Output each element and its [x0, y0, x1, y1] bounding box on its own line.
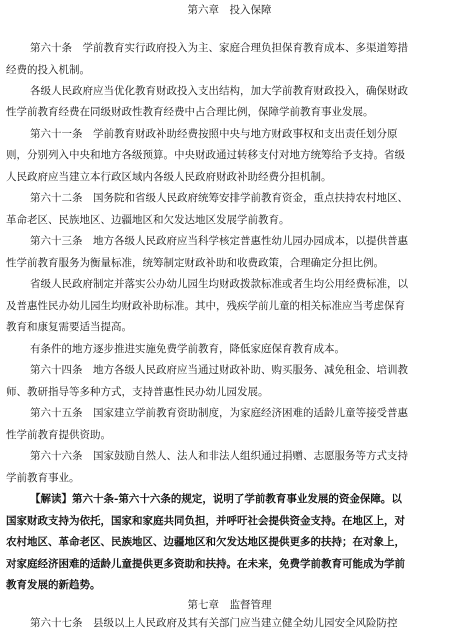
free-education-para: 有条件的地方逐步推进实施免费学前教育，降低家庭保育教育成本。 — [30, 342, 345, 355]
investment-para-line-2: 性学前教育经费在同级财政性教育经费中占合理比例，保障学前教育事业发展。 — [6, 106, 374, 119]
article-61-line-1: 第六十一条 学前教育财政补助经费按照中央与地方财政事权和支出责任划分原 — [30, 127, 398, 140]
public-funding-para-line-1: 省级人民政府制定并落实公办幼儿园生均财政拨款标准或者生均公用经费标准，以 — [30, 278, 408, 291]
article-60-line-2: 经费的投入机制。 — [6, 63, 90, 76]
article-61-line-3: 人民政府应当建立本行政区域内各级人民政府财政补助经费分担机制。 — [6, 170, 332, 183]
investment-para-line-1: 各级人民政府应当优化教育财政投入支出结构，加大学前教育财政投入，确保财政 — [30, 85, 408, 97]
article-61-line-2: 则，分别列入中央和地方各级预算。中央财政通过转移支付对地方统筹给予支持。省级 — [6, 149, 405, 162]
interpretation-line-4: 对家庭经济困难的适龄儿童提供更多资助和扶持。在未来，免费学前教育可能成为学前 — [6, 557, 405, 570]
article-62-line-2: 革命老区、民族地区、边疆地区和欠发达地区发展学前教育。 — [6, 213, 290, 226]
chapter-7-title: 第七章 监督管理 — [187, 599, 272, 611]
article-64-line-2: 师、教研指导等多种方式，支持普惠性民办幼儿园发展。 — [6, 385, 269, 398]
chapter-6-title: 第六章 投入保障 — [187, 4, 272, 16]
article-63-line-1: 第六十三条 地方各级人民政府应当科学核定普惠性幼儿园办园成本，以提供普惠 — [30, 235, 408, 248]
interpretation-line-3: 农村地区、革命老区、民族地区、边疆地区和欠发达地区提供更多的扶持；在对象上， — [6, 536, 405, 548]
article-60-line-1: 第六十条 学前教育实行政府投入为主、家庭合理负担保育教育成本、多渠道筹措 — [30, 42, 408, 54]
article-64-line-1: 第六十四条 地方各级人民政府应当通过财政补助、购买服务、减免租金、培训教 — [30, 364, 408, 377]
article-66-line-2: 学前教育事业。 — [6, 471, 80, 484]
interpretation-line-5: 教育发展的新趋势。 — [6, 579, 101, 591]
public-funding-para-line-3: 教育和康复需要适当提高。 — [6, 321, 132, 334]
article-65-line-2: 性学前教育提供资助。 — [6, 428, 111, 441]
article-63-line-2: 性学前教育服务为衡量标准，统筹制定财政补助和收费政策，合理确定分担比例。 — [6, 256, 384, 269]
article-62-line-1: 第六十二条 国务院和省级人民政府统筹安排学前教育资金，重点扶持农村地区、 — [30, 192, 408, 205]
article-65-line-1: 第六十五条 国家建立学前教育资助制度，为家庭经济困难的适龄儿童等接受普惠 — [30, 407, 408, 420]
article-67-line-1: 第六十七条 县级以上人民政府及其有关部门应当建立健全幼儿园安全风险防控 — [30, 617, 398, 629]
interpretation-line-2: 国家财政支持为依托，国家和家庭共同负担，并呼吁社会提供资金支持。在地区上，对 — [6, 514, 405, 527]
article-66-line-1: 第六十六条 国家鼓励自然人、法人和非法人组织通过捐赠、志愿服务等方式支持 — [30, 450, 408, 463]
interpretation-line-1: 【解读】第六十条-第六十六条的规定，说明了学前教育事业发展的资金保障。以 — [30, 493, 402, 506]
public-funding-para-line-2: 及普惠性民办幼儿园生均财政补助标准。其中，残疾学前儿童的相关标准应当考虑保育 — [6, 299, 405, 312]
